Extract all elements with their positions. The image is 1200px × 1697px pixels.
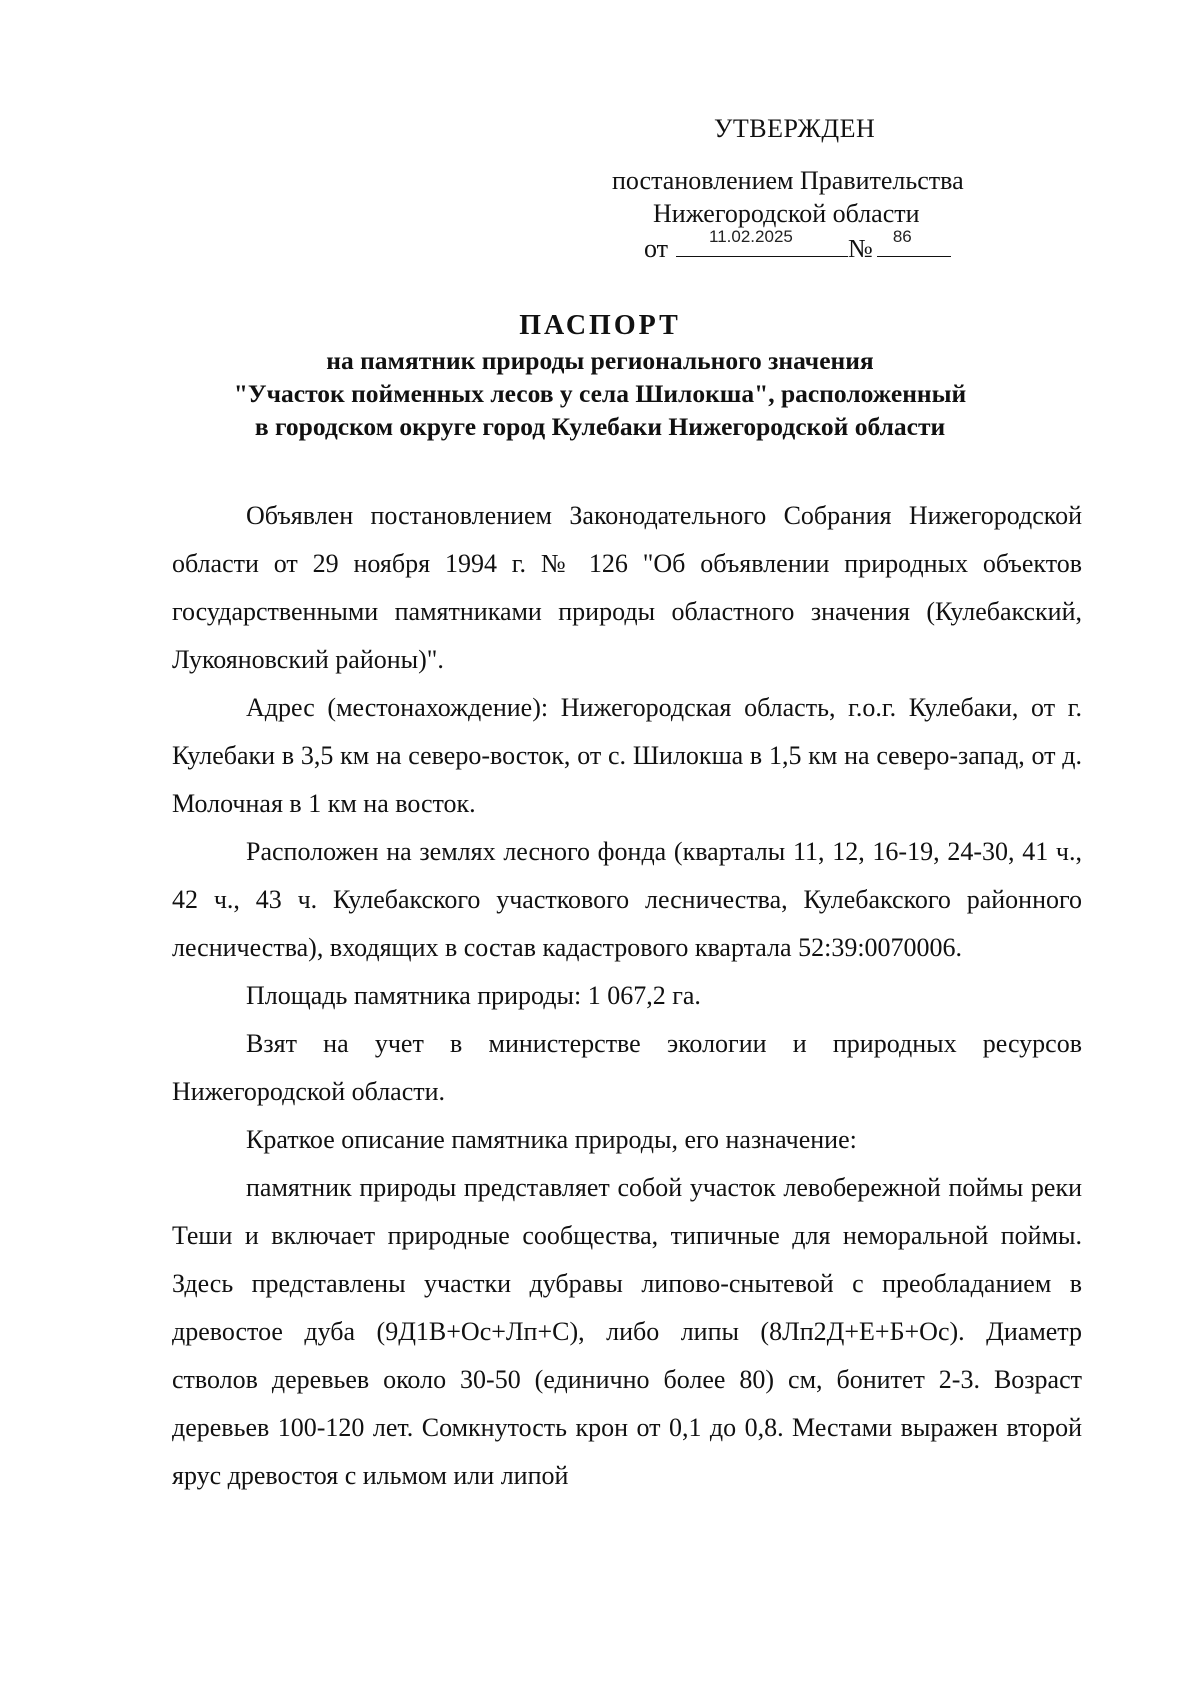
title-line-3: в городском округе город Кулебаки Нижегородской области [254,412,946,441]
paragraph-area: Площадь памятника природы: 1 067,2 га. [246,981,701,1010]
title-line-2: "Участок пойменных лесов у села Шилокша", расположенный [233,379,967,408]
date-value: 11.02.2025 [709,227,793,246]
paragraph-declared: Объявлен постановлением Законодательного Собрания Нижегородской области от 29 ноября 1994 г. № 126 "Об объявлении природных объектов государственными памятниками природы областного значения (Кулебакский, Лукояновский районы)". [172,501,1082,674]
approval-line-1: постановлением Правительства [612,166,964,195]
approval-date-line [644,227,951,266]
document-title [0,308,1200,443]
paragraph-registration: Взят на учет в министерстве экологии и природных ресурсов Нижегородской области. [172,1029,1082,1106]
paragraph-description: памятник природы представляет собой участок левобережной поймы реки Теши и включает природные сообщества, типичные для неморальной поймы. Здесь представлены участки дубравы липово-снытевой с преобладанием в древостое дуба (9Д1В+Ос+Лп+С), либо липы (8Лп2Д+Е+Б+Ос). Диаметр стволов деревьев около 30-50 (единично более 80) см, бонитет 2-3. Возраст деревьев 100-120 лет. Сомкнутость крон от 0,1 до 0,8. Местами выражен второй ярус древостоя с ильмом или липой [172,1173,1082,1490]
paragraph-location: Расположен на землях лесного фонда (кварталы 11, 12, 16-19, 24-30, 41 ч., 42 ч., 43 ч. Кулебакского участкового лесничества, Кулебакского районного лесничества), входящих в состав кадастрового квартала 52:39:0070006. [172,837,1082,962]
paragraph-description-heading: Краткое описание памятника природы, его назначение: [246,1125,857,1154]
document-body [172,492,1082,1500]
number-field [877,227,951,257]
approved-heading: УТВЕРЖДЕН [714,114,876,143]
title-heading: ПАСПОРТ [519,310,681,341]
number-value: 86 [892,227,912,246]
paragraph-address: Адрес (местонахождение): Нижегородская область, г.о.г. Кулебаки, от г. Кулебаки в 3,5 км на северо-восток, от с. Шилокша в 1,5 км на северо-запад, от д. Молочная в 1 км на восток. [172,693,1082,818]
number-label: № [848,234,873,263]
approval-line-2: Нижегородской области [653,199,920,228]
title-line-1: на памятник природы регионального значения [326,346,874,375]
from-label: от [644,234,669,263]
date-field [676,227,848,257]
